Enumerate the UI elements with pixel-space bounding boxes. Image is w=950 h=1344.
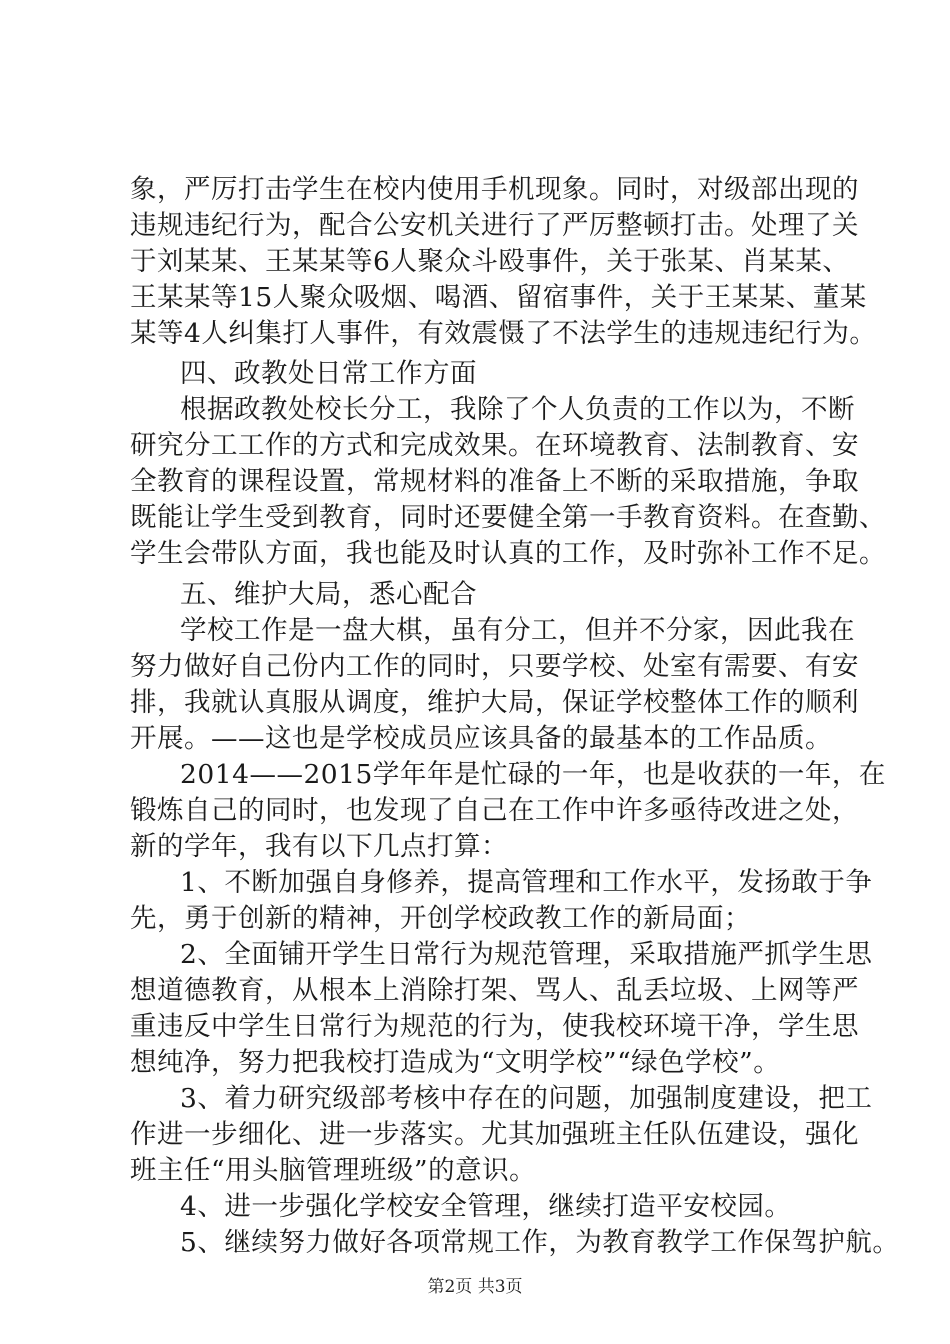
section-heading: 五、维护大局，悉心配合 xyxy=(180,579,477,610)
paragraph-line: 学校工作是一盘大棋，虽有分工，但并不分家，因此我在 xyxy=(180,615,855,646)
paragraph-line: 重违反中学生日常行为规范的行为，使我校环境干净，学生思 xyxy=(130,1011,859,1042)
paragraph-line: 作进一步细化、进一步落实。尤其加强班主任队伍建设，强化 xyxy=(130,1119,859,1150)
paragraph-line: 根据政教处校长分工，我除了个人负责的工作以为，不断 xyxy=(180,394,855,425)
paragraph-line: 先，勇于创新的精神，开创学校政教工作的新局面； xyxy=(130,903,751,934)
paragraph-line: 新的学年，我有以下几点打算： xyxy=(130,831,508,862)
list-item: 3、着力研究级部考核中存在的问题，加强制度建设，把工 xyxy=(180,1083,873,1114)
list-item: 4、进一步强化学校安全管理，继续打造平安校园。 xyxy=(180,1191,792,1222)
paragraph-line: 努力做好自己份内工作的同时，只要学校、处室有需要、有安 xyxy=(130,651,859,682)
list-item: 2、全面铺开学生日常行为规范管理，采取措施严抓学生思 xyxy=(180,939,873,970)
paragraph-line: 锻炼自己的同时，也发现了自己在工作中许多亟待改进之处， xyxy=(130,795,859,826)
page-footer: 第2页 共3页 xyxy=(427,1277,523,1297)
paragraph-line: 班主任“用头脑管理班级”的意识。 xyxy=(130,1155,537,1186)
list-item: 1、不断加强自身修养，提高管理和工作水平，发扬敢于争 xyxy=(180,867,873,898)
paragraph-line: 违规违纪行为，配合公安机关进行了严厉整顿打击。处理了关 xyxy=(130,210,859,241)
paragraph-line: 既能让学生受到教育，同时还要健全第一手教育资料。在查勤、 xyxy=(130,502,886,533)
paragraph-line: 想纯净，努力把我校打造成为“文明学校”“绿色学校”。 xyxy=(130,1047,781,1078)
paragraph-line: 学生会带队方面，我也能及时认真的工作，及时弥补工作不足。 xyxy=(130,538,886,569)
section-heading: 四、政教处日常工作方面 xyxy=(180,358,477,389)
paragraph-line: 想道德教育，从根本上消除打架、骂人、乱丢垃圾、上网等严 xyxy=(130,975,859,1006)
paragraph-line: 排，我就认真服从调度，维护大局，保证学校整体工作的顺利 xyxy=(130,687,859,718)
paragraph-line: 象，严厉打击学生在校内使用手机现象。同时，对级部出现的 xyxy=(130,174,859,205)
paragraph-line: 2014——2015学年年是忙碌的一年，也是收获的一年，在 xyxy=(180,759,886,790)
paragraph-line: 开展。——这也是学校成员应该具备的最基本的工作品质。 xyxy=(130,723,832,754)
list-item: 5、继续努力做好各项常规工作，为教育教学工作保驾护航。 xyxy=(180,1227,900,1258)
paragraph-line: 王某某等15人聚众吸烟、喝酒、留宿事件，关于王某某、董某 xyxy=(130,282,867,313)
paragraph-line: 于刘某某、王某某等6人聚众斗殴事件，关于张某、肖某某、 xyxy=(130,246,850,277)
paragraph-line: 某等4人纠集打人事件，有效震慑了不法学生的违规违纪行为。 xyxy=(130,318,877,349)
paragraph-line: 全教育的课程设置，常规材料的准备上不断的采取措施，争取 xyxy=(130,466,859,497)
paragraph-line: 研究分工工作的方式和完成效果。在环境教育、法制教育、安 xyxy=(130,430,859,461)
